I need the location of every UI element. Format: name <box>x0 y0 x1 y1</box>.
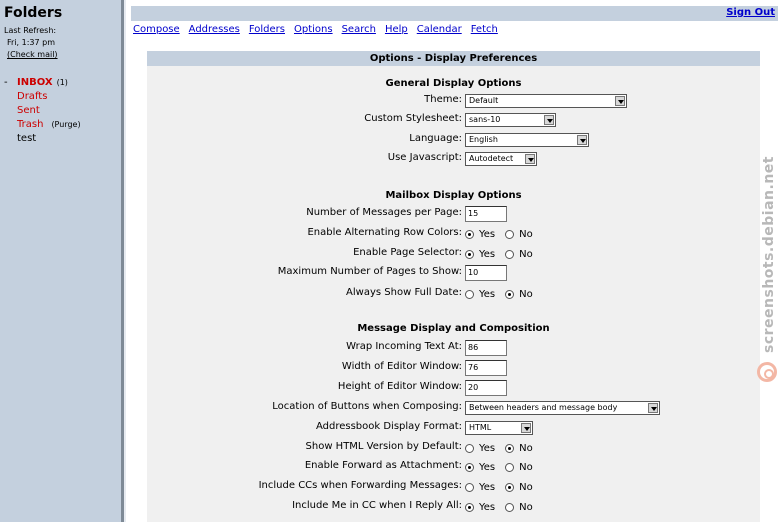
folder-item-trash[interactable] <box>4 118 81 132</box>
editor-width-label: Width of Editor Window: <box>341 361 462 372</box>
theme-select[interactable]: Default <box>465 94 627 108</box>
per-page-row <box>147 205 760 223</box>
include-me-row <box>147 498 760 516</box>
editor-width-input[interactable]: 76 <box>465 360 507 376</box>
theme-label: Theme: <box>424 94 462 105</box>
javascript-label: Use Javascript: <box>387 152 462 163</box>
editor-height-row <box>147 379 760 397</box>
last-refresh <box>4 25 58 61</box>
radio-empty-icon <box>465 290 474 299</box>
radio-empty-icon <box>465 483 474 492</box>
radio-selected-icon <box>465 463 474 472</box>
alt-colors-yes[interactable]: Yes <box>465 229 495 240</box>
nav-help[interactable]: Help <box>384 24 408 35</box>
folder-item-drafts[interactable] <box>4 90 81 104</box>
frame-divider-highlight <box>124 0 126 522</box>
editor-width-row <box>147 359 760 377</box>
nav-search[interactable]: Search <box>341 24 376 35</box>
per-page-label: Number of Messages per Page: <box>306 207 462 218</box>
page-selector-no[interactable]: No <box>505 249 533 260</box>
radio-empty-icon <box>505 503 514 512</box>
radio-selected-icon <box>465 503 474 512</box>
max-pages-input[interactable]: 10 <box>465 265 507 281</box>
forward-attachment-label: Enable Forward as Attachment: <box>304 460 462 471</box>
wrap-row <box>147 339 760 357</box>
alt-colors-row <box>147 225 760 243</box>
include-cc-row <box>147 478 760 496</box>
max-pages-label: Maximum Number of Pages to Show: <box>277 266 462 277</box>
include-me-no[interactable]: No <box>505 502 533 513</box>
button-location-label: Location of Buttons when Composing: <box>272 401 462 412</box>
folder-item-test[interactable] <box>4 132 81 146</box>
folder-name[interactable]: test <box>17 133 37 144</box>
radio-selected-icon <box>505 290 514 299</box>
include-cc-yes[interactable]: Yes <box>465 482 495 493</box>
nav-folders[interactable]: Folders <box>248 24 285 35</box>
alt-colors-label: Enable Alternating Row Colors: <box>307 227 462 238</box>
full-date-yes[interactable]: Yes <box>465 289 495 300</box>
alt-colors-no[interactable]: No <box>505 229 533 240</box>
section-mailbox: Mailbox Display Options <box>385 190 522 201</box>
last-refresh-time: Fri, 1:37 pm <box>7 38 55 47</box>
javascript-select[interactable]: Autodetect <box>465 152 537 166</box>
nav-compose[interactable]: Compose <box>133 24 180 35</box>
include-me-label: Include Me in CC when I Reply All: <box>292 500 462 511</box>
unread-count: (1) <box>56 78 68 87</box>
radio-empty-icon <box>505 230 514 239</box>
sign-out-link[interactable]: Sign Out <box>726 7 775 18</box>
stylesheet-select[interactable]: sans-10 <box>465 113 556 127</box>
folder-item-inbox[interactable] <box>4 76 81 90</box>
watermark <box>757 148 779 388</box>
top-bar <box>131 6 778 21</box>
radio-empty-icon <box>465 444 474 453</box>
page-selector-row <box>147 245 760 263</box>
panel-title: Options - Display Preferences <box>147 51 760 66</box>
radio-selected-icon <box>505 444 514 453</box>
page-selector-label: Enable Page Selector: <box>353 247 462 258</box>
html-default-no[interactable]: No <box>505 443 533 454</box>
radio-empty-icon <box>505 463 514 472</box>
button-location-select[interactable]: Between headers and message body <box>465 401 660 415</box>
theme-row <box>147 92 760 110</box>
chevron-down-icon <box>525 154 535 164</box>
radio-selected-icon <box>505 483 514 492</box>
page-selector-yes[interactable]: Yes <box>465 249 495 260</box>
folder-list <box>4 76 81 146</box>
nav-calendar[interactable]: Calendar <box>416 24 462 35</box>
watermark-text: screenshots.debian.net <box>761 156 777 353</box>
addressbook-format-row <box>147 419 760 437</box>
folder-pane <box>0 0 121 522</box>
editor-height-input[interactable]: 20 <box>465 380 507 396</box>
folder-name[interactable]: INBOX <box>17 77 53 88</box>
wrap-label: Wrap Incoming Text At: <box>346 341 462 352</box>
chevron-down-icon <box>648 403 658 413</box>
max-pages-row <box>147 264 760 282</box>
radio-selected-icon <box>465 230 474 239</box>
check-mail-link[interactable]: (Check mail) <box>7 50 58 59</box>
last-refresh-label: Last Refresh: <box>4 26 57 35</box>
purge-link[interactable]: (Purge) <box>51 120 81 129</box>
forward-attachment-no[interactable]: No <box>505 462 533 473</box>
section-general: General Display Options <box>385 78 522 89</box>
html-default-yes[interactable]: Yes <box>465 443 495 454</box>
include-cc-label: Include CCs when Forwarding Messages: <box>258 480 462 491</box>
full-date-label: Always Show Full Date: <box>346 287 462 298</box>
chevron-down-icon <box>521 423 531 433</box>
folders-title: Folders <box>4 5 63 21</box>
addressbook-format-label: Addressbook Display Format: <box>315 421 462 432</box>
folder-name[interactable]: Drafts <box>17 91 48 102</box>
language-label: Language: <box>409 133 462 144</box>
chevron-down-icon <box>544 115 554 125</box>
folder-item-sent[interactable] <box>4 104 81 118</box>
forward-attachment-row <box>147 458 760 476</box>
editor-height-label: Height of Editor Window: <box>337 381 462 392</box>
nav-options[interactable]: Options <box>293 24 333 35</box>
button-location-row <box>147 399 760 417</box>
per-page-input[interactable]: 15 <box>465 206 507 222</box>
include-me-yes[interactable]: Yes <box>465 502 495 513</box>
full-date-row <box>147 285 760 303</box>
section-message: Message Display and Composition <box>357 323 550 334</box>
folder-dash: - <box>4 77 8 88</box>
nav-fetch[interactable]: Fetch <box>470 24 498 35</box>
nav-addresses[interactable]: Addresses <box>188 24 240 35</box>
html-default-row <box>147 439 760 457</box>
javascript-row <box>147 150 760 168</box>
chevron-down-icon <box>615 96 625 106</box>
watermark-logo-icon <box>757 362 777 382</box>
folder-name[interactable]: Trash <box>17 119 44 130</box>
forward-attachment-yes[interactable]: Yes <box>465 462 495 473</box>
chevron-down-icon <box>577 135 587 145</box>
radio-empty-icon <box>505 250 514 259</box>
stylesheet-row <box>147 111 760 129</box>
full-date-no[interactable]: No <box>505 289 533 300</box>
wrap-input[interactable]: 86 <box>465 340 507 356</box>
main-nav <box>133 24 507 35</box>
html-default-label: Show HTML Version by Default: <box>305 441 462 452</box>
include-cc-no[interactable]: No <box>505 482 533 493</box>
addressbook-format-select[interactable]: HTML <box>465 421 533 435</box>
language-select[interactable]: English <box>465 133 589 147</box>
radio-selected-icon <box>465 250 474 259</box>
language-row <box>147 131 760 149</box>
folder-name[interactable]: Sent <box>17 105 40 116</box>
stylesheet-label: Custom Stylesheet: <box>364 113 462 124</box>
